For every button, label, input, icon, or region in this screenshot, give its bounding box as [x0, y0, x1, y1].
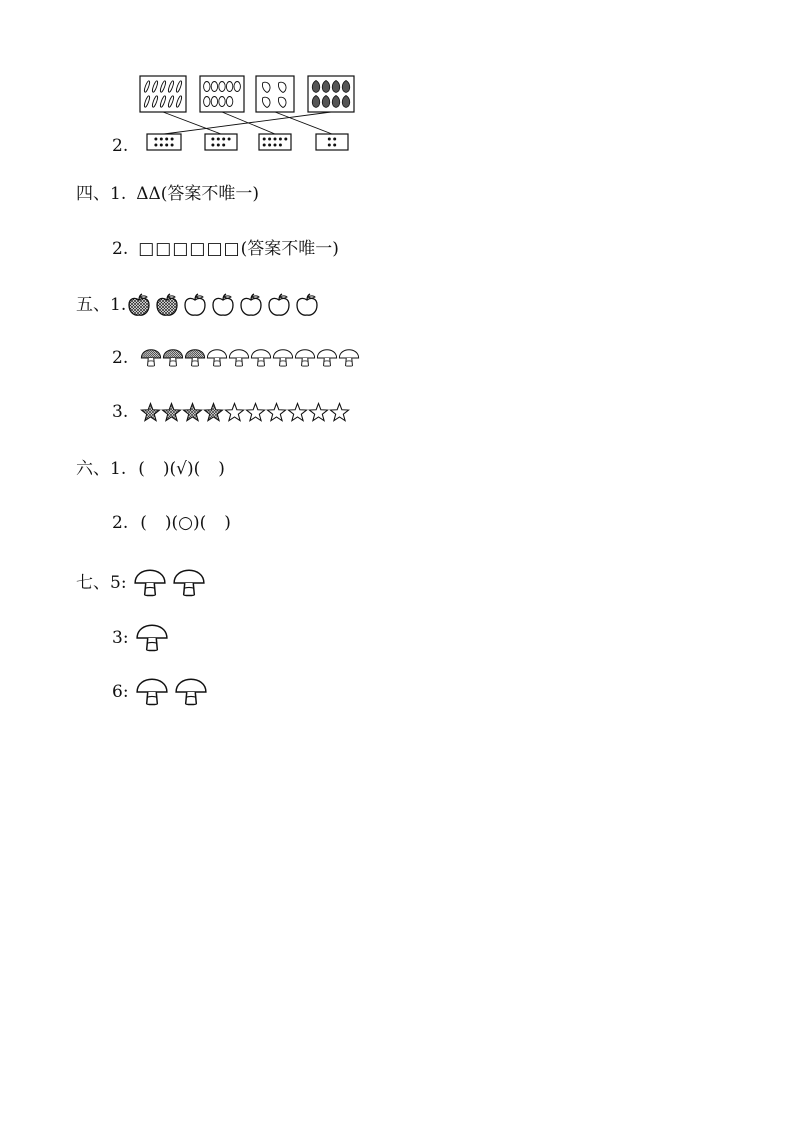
mushroom-group	[133, 566, 211, 600]
mushroom-icon	[294, 347, 316, 369]
answer-paren: ( )	[193, 459, 225, 479]
star-icon	[224, 402, 245, 423]
mushroom-icon	[133, 566, 167, 600]
q7-row-label: 3:	[112, 628, 129, 648]
star-icon	[266, 402, 287, 423]
mushroom-icon	[250, 347, 272, 369]
q5-item3	[112, 400, 350, 424]
star-icon	[287, 402, 308, 423]
apple-icon	[294, 292, 320, 318]
mushroom-icon	[206, 347, 228, 369]
dot-card	[147, 134, 181, 150]
mushroom-icon	[135, 675, 169, 709]
peppers-box	[256, 76, 294, 112]
matching-figure	[138, 72, 358, 154]
q4-item2-label: 2.	[112, 239, 129, 259]
q4-item2-note: (答案不唯一)	[240, 239, 339, 259]
q4-item2	[112, 237, 339, 261]
star-icons	[140, 402, 350, 423]
mushroom-shaded-icon	[184, 347, 206, 369]
mushroom-shaded-icon	[162, 347, 184, 369]
q7-row-1	[76, 566, 211, 600]
star-shaded-icon	[182, 402, 203, 423]
q7-row-2	[112, 621, 174, 655]
q4-item2-answer: □□□□□□	[138, 239, 241, 259]
apple-shaded-icon	[126, 292, 152, 318]
apple-shaded-icon	[154, 292, 180, 318]
q6-item1-label: 1.	[110, 459, 127, 479]
dot-card	[259, 134, 291, 150]
star-icon	[245, 402, 266, 423]
matching-diagram	[138, 72, 358, 154]
star-icon	[308, 402, 329, 423]
mushroom-group	[135, 675, 213, 709]
q5-item3-label: 3.	[112, 402, 129, 422]
mushroom-icon	[316, 347, 338, 369]
apple-icon	[238, 292, 264, 318]
answer-paren: (○)	[171, 513, 200, 533]
q3-item2	[112, 134, 128, 158]
mushroom-icon	[174, 675, 208, 709]
q5-item1-label: 1.	[110, 295, 127, 315]
eggs-box	[200, 76, 244, 112]
apple-icon	[266, 292, 292, 318]
q6-item2-label: 2.	[112, 513, 129, 533]
mushroom-group	[135, 621, 174, 655]
q4-item1-label: 1.	[110, 184, 127, 204]
dot-card	[316, 134, 348, 150]
star-shaded-icon	[203, 402, 224, 423]
mushroom-icon	[272, 347, 294, 369]
star-shaded-icon	[140, 402, 161, 423]
carrots-box	[140, 76, 186, 112]
q5-item1	[76, 292, 322, 318]
q6-section-label: 六、	[76, 459, 110, 479]
q4-item1	[76, 182, 259, 206]
mushroom-icons	[140, 347, 360, 369]
match-line	[164, 112, 331, 134]
q3-item2-label: 2.	[112, 136, 129, 156]
mushroom-shaded-icon	[140, 347, 162, 369]
apple-icon	[210, 292, 236, 318]
apple-icon	[182, 292, 208, 318]
q6-item2	[112, 511, 231, 535]
mushroom-icon	[228, 347, 250, 369]
q5-item2	[112, 346, 360, 370]
answer-paren: ( )	[140, 513, 172, 533]
apple-icons	[126, 292, 322, 318]
mushroom-icon	[135, 621, 169, 655]
q7-section-label: 七、	[76, 573, 110, 593]
q4-item1-note: (答案不唯一)	[160, 184, 260, 204]
dot-card	[205, 134, 237, 150]
q5-item2-label: 2.	[112, 348, 129, 368]
star-icon	[329, 402, 350, 423]
mushroom-icon	[338, 347, 360, 369]
q4-section-label: 四、	[76, 184, 110, 204]
q6-item1	[76, 457, 225, 481]
q5-section-label: 五、	[76, 295, 110, 315]
q7-row-label: 6:	[112, 682, 129, 702]
star-shaded-icon	[161, 402, 182, 423]
answer-paren: ( )	[138, 459, 170, 479]
q7-row-label: 5:	[110, 573, 127, 593]
q4-item1-answer: ΔΔ	[136, 184, 161, 204]
pineapples-box	[308, 76, 354, 112]
answer-paren: ( )	[199, 513, 231, 533]
q7-row-3	[112, 675, 213, 709]
mushroom-icon	[172, 566, 206, 600]
answer-paren: (√)	[169, 459, 194, 479]
